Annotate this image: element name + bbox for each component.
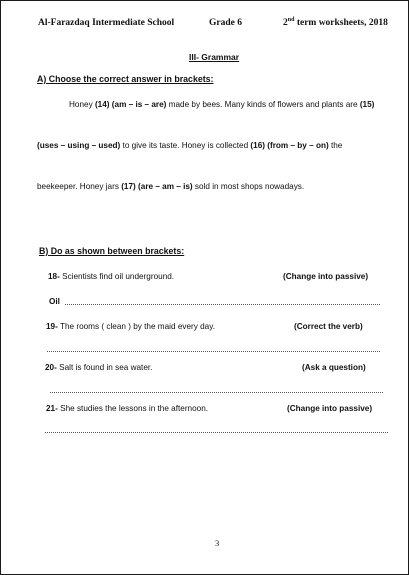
question-19: 19- The rooms ( clean ) by the maid every day. [46,322,215,331]
answer-line-19[interactable] [47,351,380,352]
part-a-heading: A) Choose the correct answer in brackets: [37,74,214,84]
grade-label: Grade 6 [209,18,242,28]
part-b-heading: B) Do as shown between brackets: [39,246,185,256]
question-20: 20- Salt is found in sea water. [45,363,153,372]
question-18: 18- Scientists find oil underground. [48,272,175,281]
answer-line-21[interactable] [45,432,388,433]
part-a-line-1: Honey (14) (am – is – are) made by bees. Many kinds of flowers and plants are (15) [69,100,375,109]
part-a-line-3: beekeeper. Honey jars (17) (are – am – is) sold in most shops nowadays. [37,182,305,191]
page-number: 3 [215,538,220,548]
answer-start-18: Oil [49,297,60,306]
instruction-21: (Change into passive) [287,404,373,413]
question-21: 21- She studies the lessons in the afternoon. [46,404,209,413]
answer-line-18[interactable] [65,304,380,305]
term-label: 2nd term worksheets, 2018 [283,16,388,28]
section-title: III- Grammar [189,52,240,62]
school-name: Al-Farazdaq Intermediate School [38,18,175,28]
answer-line-20[interactable] [50,392,383,393]
instruction-18: (Change into passive) [283,272,369,281]
instruction-20: (Ask a question) [302,363,366,372]
part-a-line-2: (uses – using – used) to give its taste. Honey is collected (16) (from – by – on) the [37,141,343,150]
instruction-19: (Correct the verb) [294,322,363,331]
